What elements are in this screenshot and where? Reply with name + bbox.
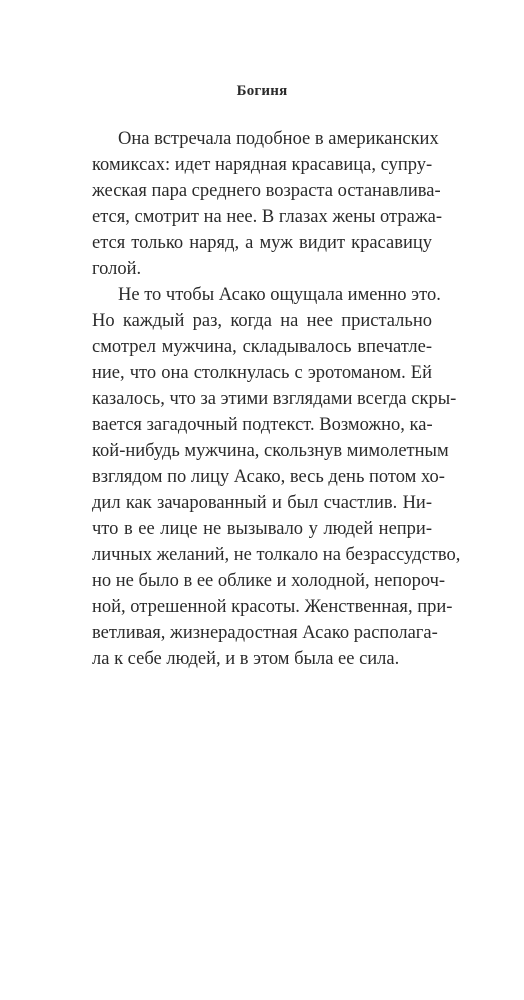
text-line: вается загадочный подтекст. Возможно, ка- (92, 415, 433, 435)
running-title: Богиня (236, 83, 288, 99)
paragraph (92, 126, 442, 282)
text-line: что в ее лице не вызывало у людей непри- (92, 519, 432, 539)
text-line: ется только наряд, а муж видит красавицу (92, 233, 432, 253)
text-line: личных желаний, не толкало на безрассудство, (92, 545, 461, 565)
text-line: голой. (92, 259, 142, 279)
body-text (92, 126, 461, 672)
text-line: дил как зачарованный и был счастлив. Ни- (92, 493, 432, 513)
text-line: ветливая, жизнерадостная Асако располага- (92, 623, 438, 643)
text-line: смотрел мужчина, складывалось впечатле- (92, 337, 432, 357)
paragraph (92, 282, 461, 672)
text-line: взглядом по лицу Асако, весь день потом хо- (92, 467, 445, 487)
text-line: Она встречала подобное в американских (118, 129, 439, 149)
text-line: жеская пара среднего возраста останавлива- (92, 181, 441, 201)
text-line: но не было в ее облике и холодной, непороч- (92, 571, 446, 591)
text-line: кой-нибудь мужчина, скользнув мимолетным (92, 441, 449, 461)
text-line: ется, смотрит на нее. В глазах жены отража- (92, 207, 442, 227)
text-line: казалось, что за этими взглядами всегда скры- (92, 389, 457, 409)
text-line: Но каждый раз, когда на нее пристально (92, 311, 432, 331)
text-line: комиксах: идет нарядная красавица, супру- (92, 155, 433, 175)
text-line: ние, что она столкнулась с эротоманом. Ей (92, 363, 432, 383)
text-line: ной, отрешенной красоты. Женственная, при- (92, 597, 453, 617)
text-line: Не то чтобы Асако ощущала именно это. (118, 285, 441, 305)
text-line: ла к себе людей, и в этом была ее сила. (92, 649, 400, 669)
